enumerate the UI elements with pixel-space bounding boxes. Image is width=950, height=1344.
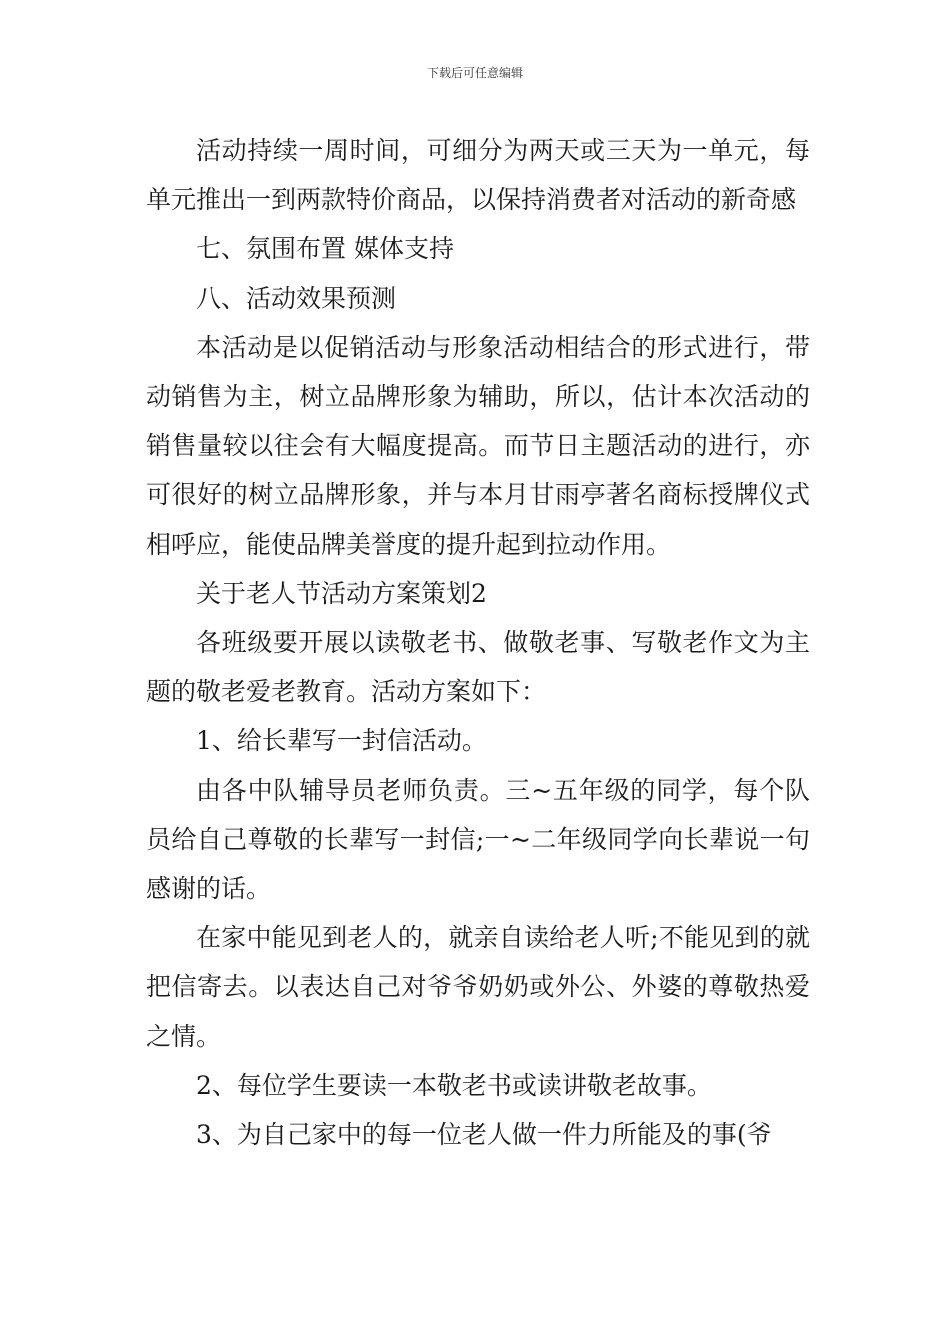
paragraph: 本活动是以促销活动与形象活动相结合的形式进行，带动销售为主，树立品牌形象为辅助，所以，估计本次活动的销售量较以往会有大幅度提高。而节日主题活动的进行，亦可很好的树立品牌形象，并与本月甘雨亭著名商标授牌仪式相呼应，能使品牌美誉度的提升起到拉动作用。 [146, 332, 810, 559]
document-subtitle: 关于老人节活动方案策划2 [196, 578, 487, 608]
list-item: 3、为自己家中的每一位老人做一件力所能及的事(爷 [196, 1120, 772, 1150]
paragraph: 在家中能见到老人的，就亲自读给老人听;不能见到的就把信寄去。以表达自己对爷爷奶奶或外公、外婆的尊敬热爱之情。 [146, 923, 810, 1051]
page-header: 下载后可任意编辑 [426, 66, 523, 80]
paragraph: 由各中队辅导员老师负责。三~五年级的同学，每个队员给自己尊敬的长辈写一封信;一~二年级同学向长辈说一句感谢的话。 [146, 775, 810, 904]
paragraph: 各班级要开展以读敬老书、做敬老事、写敬老作文为主题的敬老爱老教育。活动方案如下： [146, 628, 810, 707]
section-heading: 八、活动效果预测 [196, 283, 397, 313]
document-body [146, 126, 810, 1159]
list-item: 1、给长辈写一封信活动。 [196, 726, 487, 756]
list-item: 2、每位学生要读一本敬老书或读讲敬老故事。 [196, 1070, 712, 1100]
section-heading: 七、氛围布置 媒体支持 [196, 234, 454, 264]
paragraph: 活动持续一周时间，可细分为两天或三天为一单元，每单元推出一到两款特价商品，以保持消费者对活动的新奇感 [146, 136, 810, 215]
